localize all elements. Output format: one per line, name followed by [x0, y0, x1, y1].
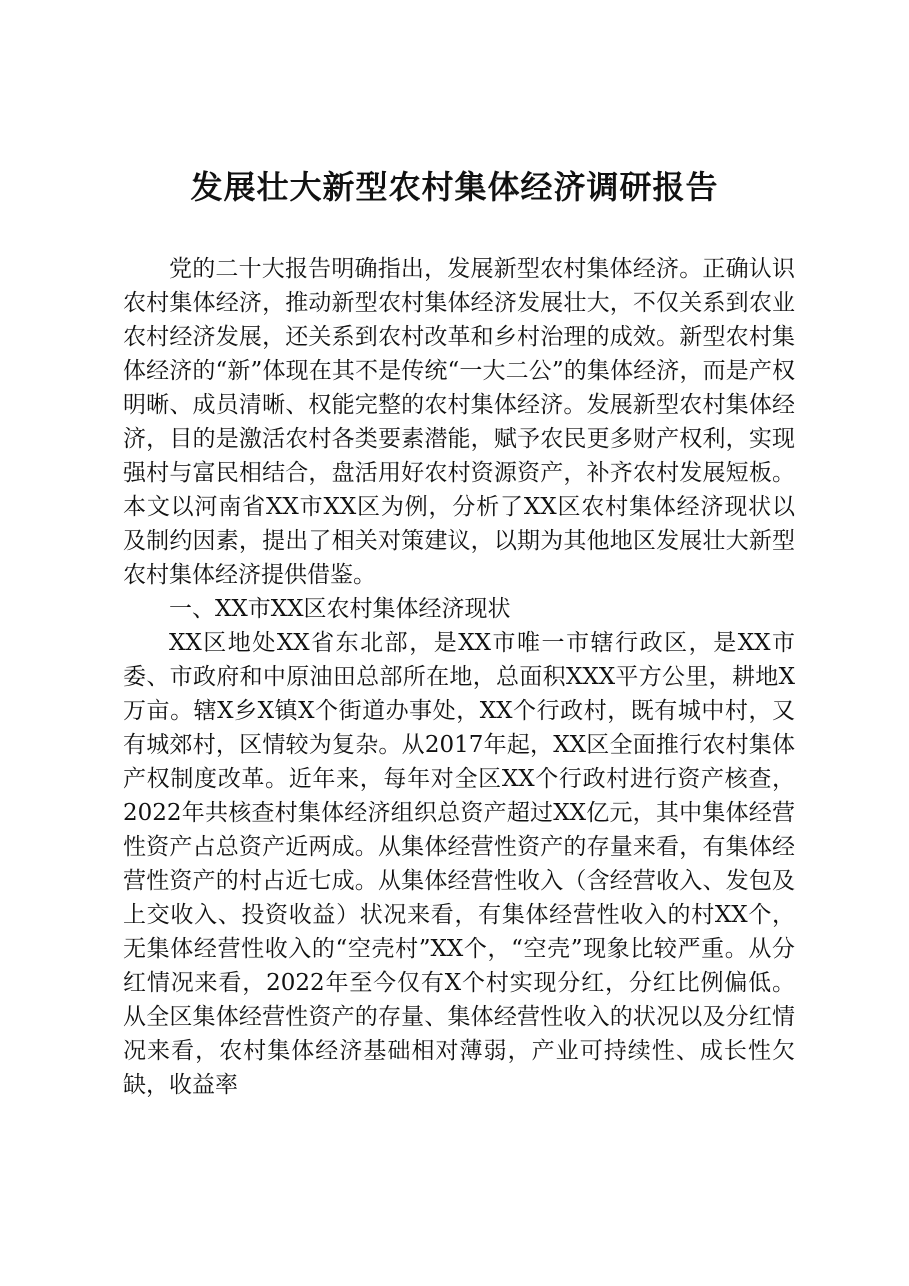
- intro-paragraph: 党的二十大报告明确指出，发展新型农村集体经济。正确认识农村集体经济，推动新型农村集体经济发展壮大，不仅关系到农业农村经济发展，还关系到农村改革和乡村治理的成效。新型农村集体经济的“新”体现在其不是传统“一大二公”的集体经济，而是产权明晰、成员清晰、权能完整的农村集体经济。发展新型农村集体经济，目的是激活农村各类要素潜能，赋予农民更多财产权利，实现强村与富民相结合，盘活用好农村资源资产，补齐农村发展短板。本文以河南省XX市XX区为例，分析了XX区农村集体经济现状以及制约因素，提出了相关对策建议，以期为其他地区发展壮大新型农村集体经济提供借鉴。: [123, 256, 795, 588]
- document-title: 发展壮大新型农村集体经济调研报告: [190, 168, 719, 206]
- section-heading: 一、XX市XX区农村集体经济现状: [169, 596, 511, 622]
- body-paragraph: XX区地处XX省东北部，是XX市唯一市辖行政区，是XX市委、市政府和中原油田总部所在地，总面积XXX平方公里，耕地X万亩。辖X乡X镇X个街道办事处，XX个行政村，既有城中村，又有城郊村，区情较为复杂。从2017年起，XX区全面推行农村集体产权制度改革。近年来，每年对全区XX个行政村进行资产核查，2022年共核查村集体经济组织总资产超过XX亿元，其中集体经营性资产占总资产近两成。从集体经营性资产的存量来看，有集体经营性资产的村占近七成。从集体经营性收入（含经营收入、发包及上交收入、投资收益）状况来看，有集体经营性收入的村XX个，无集体经营性收入的“空壳村”XX个，“空壳”现象比较严重。从分红情况来看，2022年至今仅有X个村实现分红，分红比例偏低。从全区集体经营性资产的存量、集体经营性收入的状况以及分红情况来看，农村集体经济基础相对薄弱，产业可持续性、成长性欠缺，收益率: [123, 630, 795, 1098]
- document-body: [123, 252, 795, 1102]
